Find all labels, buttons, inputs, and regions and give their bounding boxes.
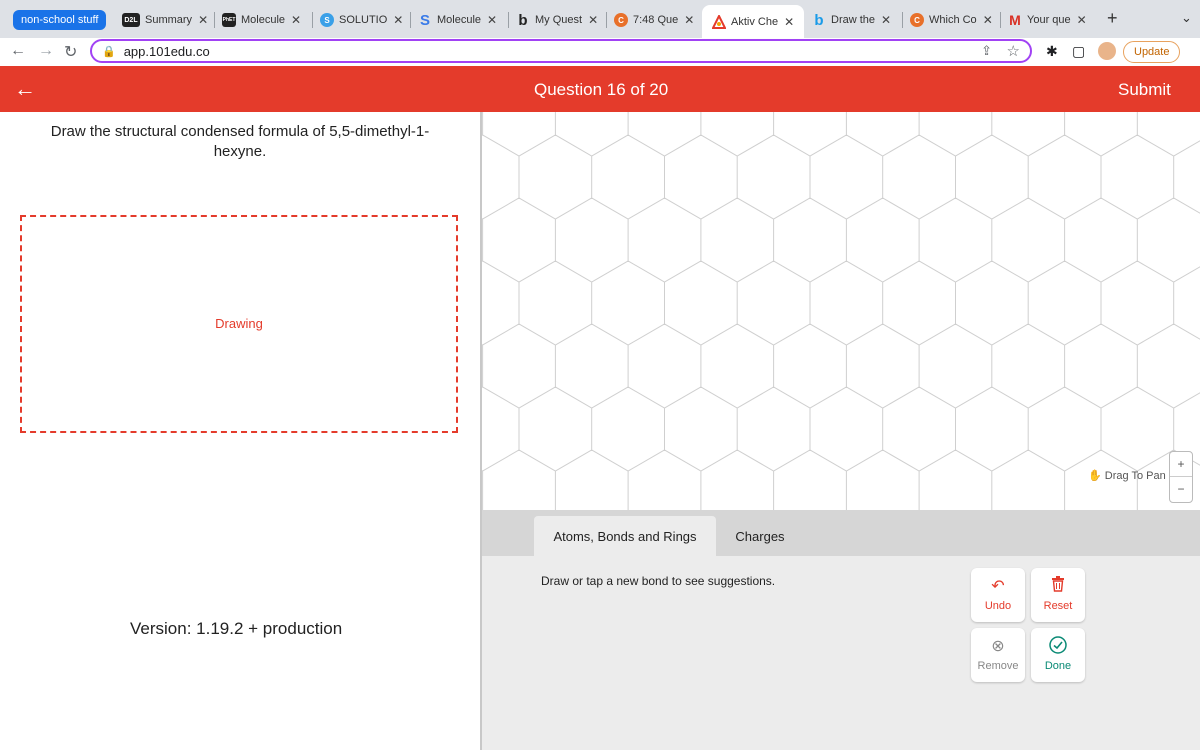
question-panel	[0, 112, 480, 750]
tab-atoms-bonds-rings[interactable]: Atoms, Bonds and Rings	[534, 516, 716, 556]
hand-icon: ✋	[1088, 470, 1102, 482]
close-icon[interactable]: ✕	[684, 13, 695, 27]
share-icon[interactable]: ⇪	[981, 43, 992, 58]
chegg-icon: C	[910, 13, 924, 27]
back-icon[interactable]: ←	[10, 42, 26, 59]
remove-icon: ⊗	[991, 638, 1005, 655]
tab-chegg-question[interactable]	[614, 9, 694, 31]
remove-label: Remove	[977, 660, 1019, 672]
close-icon[interactable]: ✕	[393, 13, 404, 27]
zoom-in-button[interactable]: +	[1170, 452, 1192, 477]
star-icon[interactable]: ☆	[1006, 43, 1020, 60]
tab-title: My Quest	[535, 14, 583, 26]
s-icon: S	[419, 11, 430, 29]
drawing-canvas[interactable]	[482, 112, 1200, 510]
tab-divider	[410, 12, 411, 28]
tab-my-questions[interactable]	[516, 9, 598, 31]
tab-your-question[interactable]	[1008, 9, 1087, 31]
address-bar[interactable]	[90, 39, 1032, 63]
bing-icon: b	[814, 11, 824, 29]
aktiv-icon	[712, 15, 726, 29]
tool-panel	[482, 556, 1200, 750]
question-prompt: Draw the structural condensed formula of 5,5-dimethyl-1-hexyne.	[50, 123, 430, 160]
back-arrow-icon[interactable]: ←	[14, 76, 36, 101]
app-header	[0, 66, 1200, 112]
tab-group-chip[interactable]: non-school stuff	[13, 10, 106, 30]
drag-label: Drag To Pan	[1104, 470, 1166, 482]
tab-molecule-phet[interactable]	[222, 9, 301, 31]
reset-button[interactable]	[1031, 568, 1085, 622]
close-icon[interactable]: ✕	[198, 13, 209, 27]
version-text: Version: 1.19.2 + production	[130, 619, 343, 638]
tab-title: SOLUTIO	[339, 14, 388, 26]
close-icon[interactable]: ✕	[1076, 13, 1087, 27]
trash-icon	[1031, 576, 1085, 596]
done-button[interactable]	[1031, 628, 1085, 682]
tab-title: 7:48 Que	[633, 14, 679, 26]
phet-icon: PhET	[222, 13, 236, 27]
question-counter: Question 16 of 20	[534, 80, 669, 99]
remove-button[interactable]	[971, 628, 1025, 682]
gmail-icon: M	[1009, 12, 1021, 28]
reset-label: Reset	[1043, 600, 1073, 612]
browser-tab-strip	[0, 0, 1200, 38]
tab-title: Aktiv Che	[731, 15, 779, 28]
undo-button[interactable]	[971, 568, 1025, 622]
chegg-icon: C	[614, 13, 628, 27]
close-icon[interactable]: ✕	[784, 14, 795, 29]
submit-button[interactable]: Submit	[1118, 80, 1171, 99]
tab-title: Which Co	[929, 14, 977, 26]
tab-divider	[508, 12, 509, 28]
tab-solution[interactable]	[320, 9, 403, 31]
bartleby-icon: b	[518, 11, 528, 29]
tab-title: Your que	[1027, 14, 1071, 26]
tab-charges[interactable]: Charges	[735, 528, 785, 544]
hex-cells[interactable]	[482, 112, 1200, 510]
browser-toolbar	[0, 38, 1200, 66]
undo-icon: ↶	[991, 578, 1005, 595]
tab-molecule[interactable]	[418, 9, 497, 31]
tab-which-co[interactable]	[910, 9, 993, 31]
lock-icon: 🔒	[102, 45, 116, 58]
tab-draw-the[interactable]	[812, 9, 891, 31]
undo-label: Undo	[984, 600, 1012, 612]
check-circle-icon	[1031, 636, 1085, 656]
close-icon[interactable]: ✕	[982, 13, 993, 27]
drawing-label: Drawing	[215, 316, 263, 331]
done-label: Done	[1044, 660, 1072, 672]
drag-to-pan	[1088, 469, 1166, 482]
tab-summary[interactable]	[122, 9, 208, 31]
drawing-area[interactable]	[20, 215, 458, 433]
extensions-icon[interactable]: ✱	[1046, 43, 1058, 59]
suggestion-hint: Draw or tap a new bond to see suggestions.	[541, 574, 776, 588]
avatar[interactable]	[1098, 42, 1116, 60]
zoom-control	[1169, 451, 1193, 503]
close-icon[interactable]: ✕	[588, 13, 599, 27]
reload-icon[interactable]: ↻	[64, 44, 78, 61]
chevron-down-icon[interactable]: ⌄	[1181, 10, 1192, 25]
tool-tabs	[482, 510, 1200, 556]
hex-grid[interactable]	[482, 112, 1200, 510]
tab-title: Summary	[145, 14, 193, 26]
tab-divider	[214, 12, 215, 28]
tab-divider	[902, 12, 903, 28]
tab-title: Molecule	[241, 14, 286, 26]
tab-divider	[312, 12, 313, 28]
tab-title: Molecule	[437, 14, 482, 26]
d2l-icon: D2L	[122, 13, 140, 27]
close-icon[interactable]: ✕	[487, 13, 498, 27]
tab-divider	[1000, 12, 1001, 28]
tab-divider	[606, 12, 607, 28]
close-icon[interactable]: ✕	[881, 13, 892, 27]
side-panel-icon[interactable]: ▢	[1072, 43, 1086, 59]
s-icon: S	[320, 13, 334, 27]
close-icon[interactable]: ✕	[291, 13, 302, 27]
update-button[interactable]: Update	[1123, 41, 1180, 63]
forward-icon[interactable]: →	[38, 42, 54, 59]
url-text: app.101edu.co	[123, 43, 210, 59]
tab-title: Draw the	[831, 14, 876, 26]
zoom-out-button[interactable]: −	[1177, 482, 1185, 496]
new-tab-icon[interactable]: +	[1107, 8, 1118, 28]
tab-aktiv-chemistry[interactable]	[702, 5, 804, 38]
